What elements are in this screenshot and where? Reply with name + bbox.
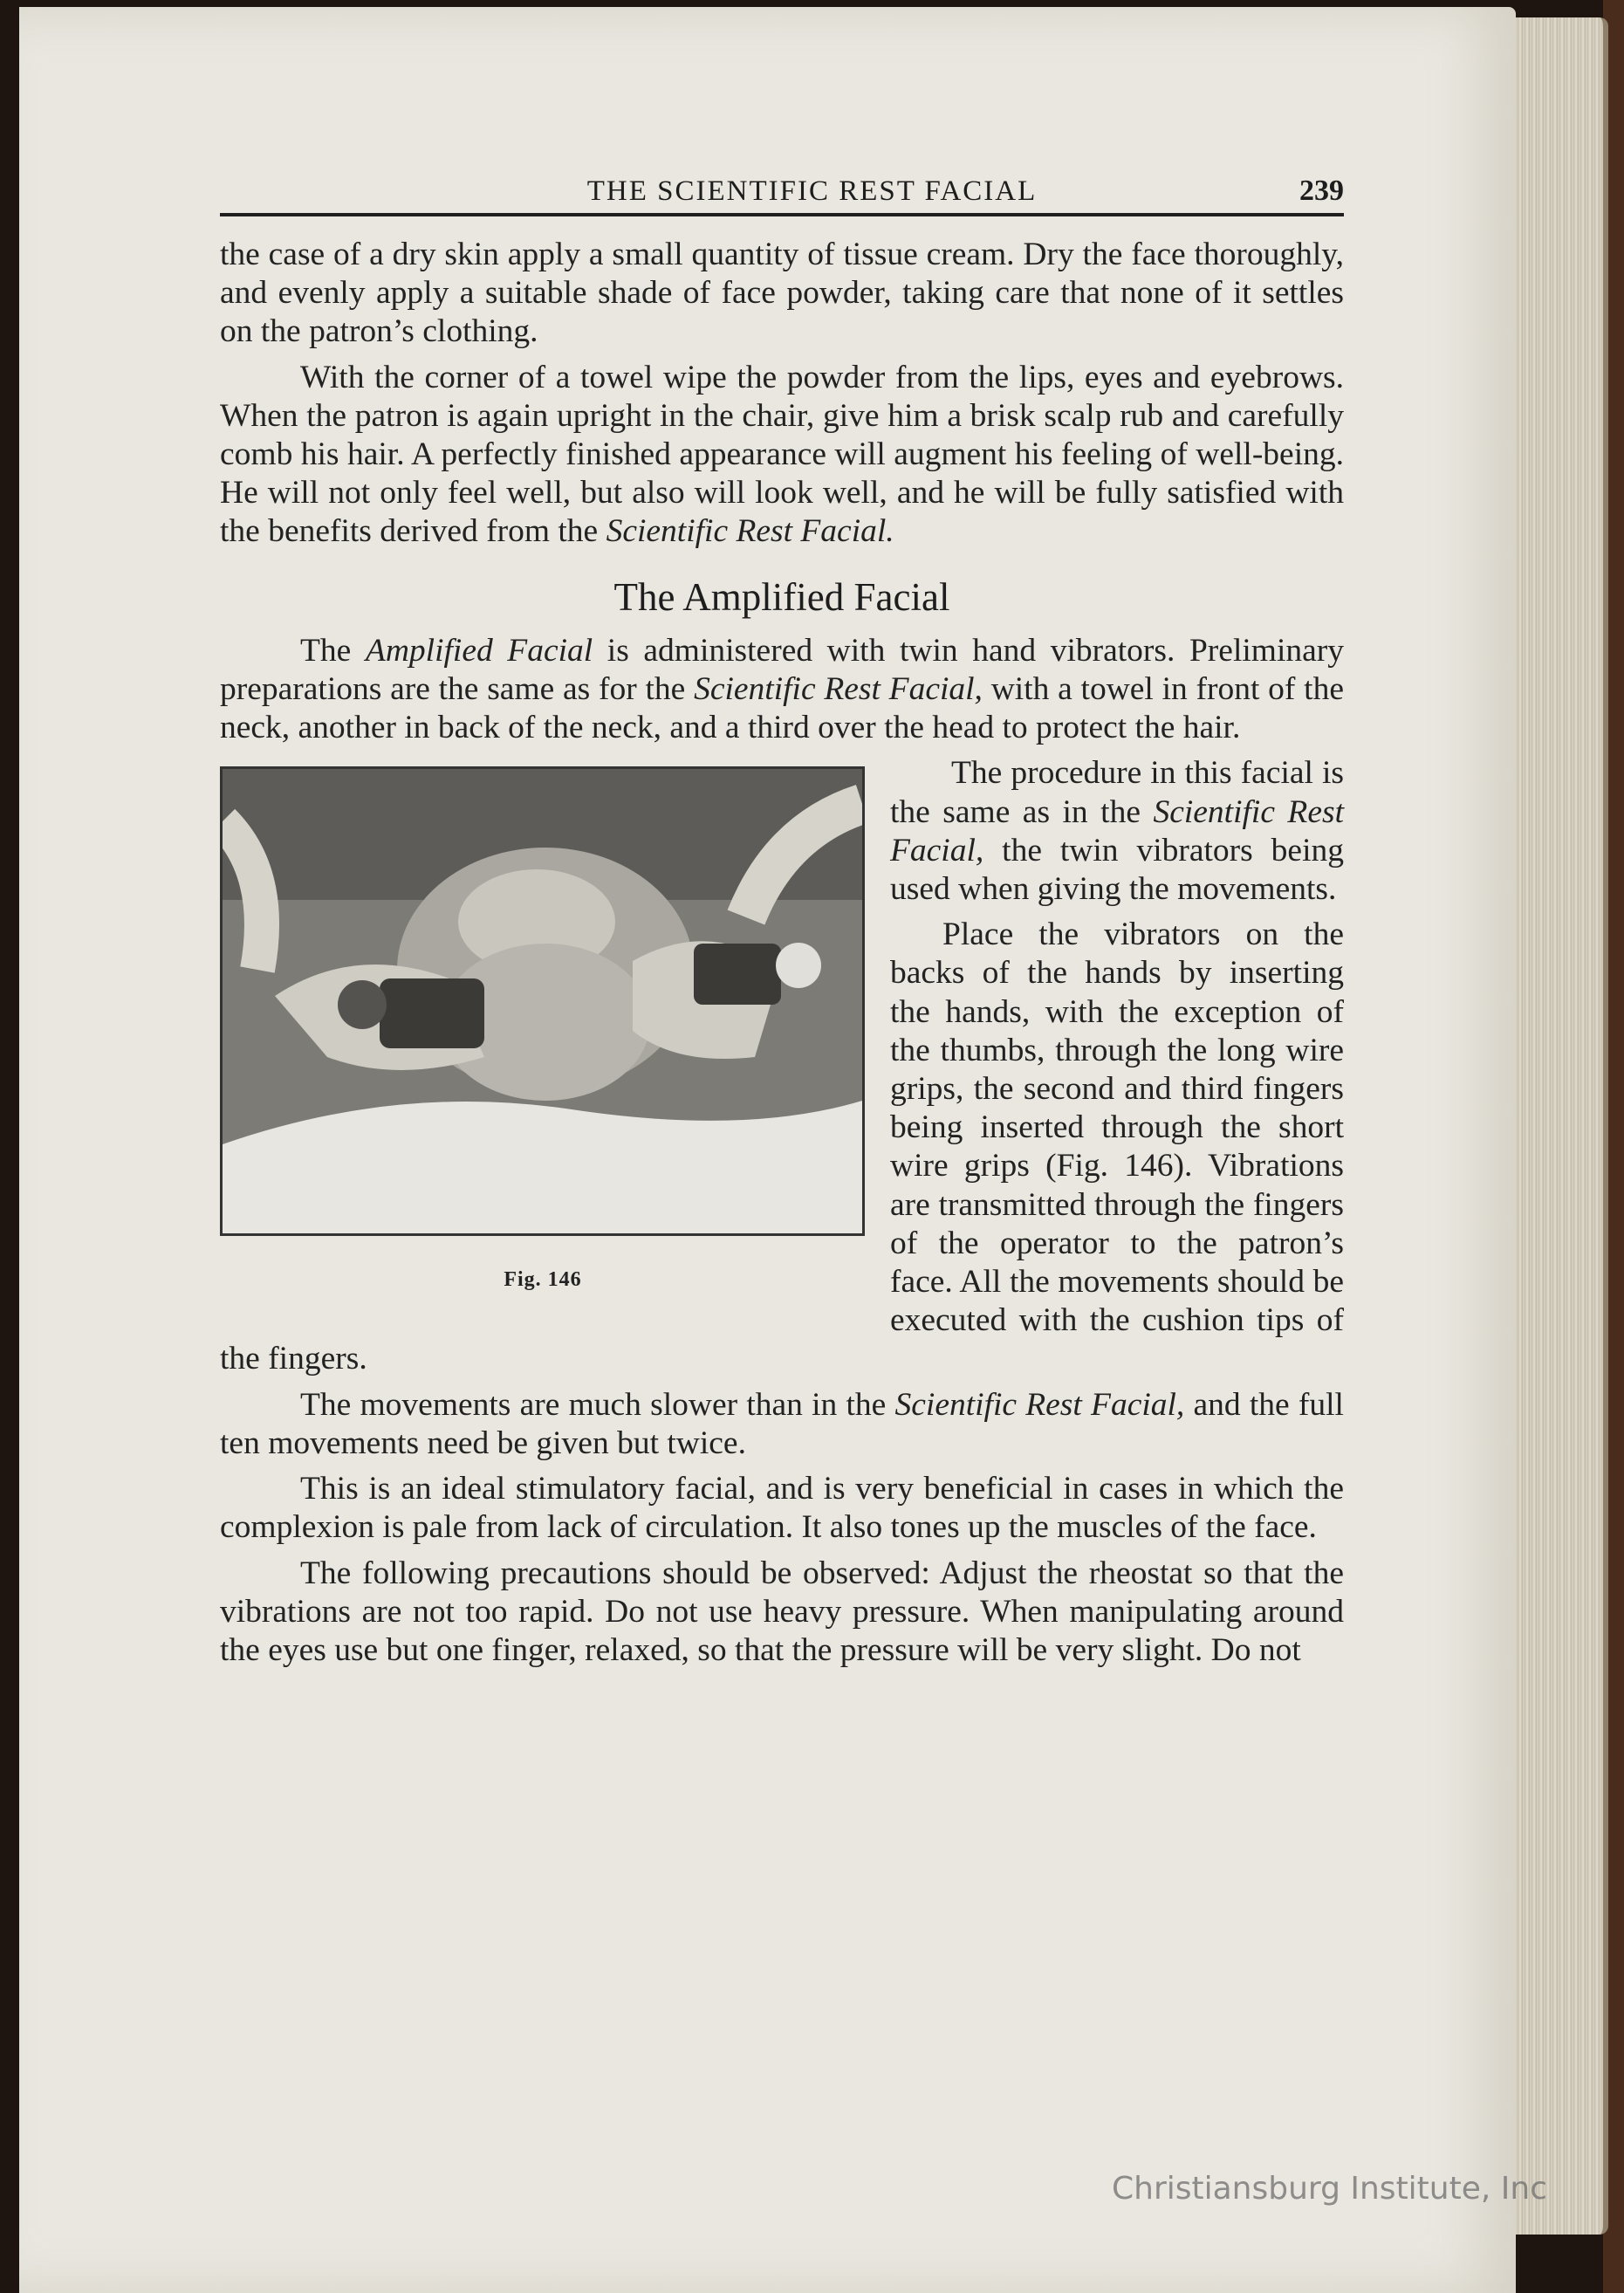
paragraph <box>220 1386 1344 1463</box>
paragraph: The following precautions should be observed: Adjust the rheostat so that the vibrations are not too rapid. Do not use heavy pressure. When manipulating around the eyes use but one finger, relaxed, so that the pressure will be very slight. Do not <box>220 1555 1344 1668</box>
paragraph-text: the twin vibrators being used when giving the movements. <box>890 832 1344 908</box>
page-number: 239 <box>1299 175 1344 207</box>
figure-photo <box>220 766 865 1236</box>
emphasis-text: Scientific Rest Facial, <box>890 793 1344 868</box>
photo-illustration <box>223 769 862 1233</box>
page-content <box>220 164 1344 1677</box>
paragraph: This is an ideal stimulatory facial, and is very beneficial in cases in which the complexion is pale from lack of circulation. It also tones up the muscles of the face. <box>220 1471 1344 1546</box>
emphasis-text: Scientific Rest Facial. <box>606 513 894 550</box>
paragraph <box>220 632 1344 748</box>
body-text <box>220 236 1344 1670</box>
paragraph-text: and the full ten movements need be given but twice. <box>220 1386 1344 1461</box>
paragraph-text: The procedure in this facial is the same as in the <box>890 755 1344 830</box>
figure-caption: Fig. 146 <box>504 1268 582 1292</box>
page-edges <box>1516 17 1608 2235</box>
emphasis-text: Scientific Rest Facial, <box>894 1386 1185 1423</box>
paragraph: the case of a dry skin apply a small quantity of tissue cream. Dry the face thoroughly, and evenly apply a suitable shade of face powder, taking care that none of it settles on the patron’s clothing. <box>220 237 1344 350</box>
book-page <box>19 7 1516 2293</box>
emphasis-text: Scientific Rest Facial, <box>694 671 983 708</box>
paragraph: Place the vibrators on the backs of the hands by inserting the hands, with the exception of the thumbs, through the long wire grips, the second and third fingers being inserted through the short wire grips (Fig. 146). Vibrations are transmitted through the fingers of the operator to the patron’s face. All the movements should be executed with the cushion tips of the fingers. <box>220 917 1344 1377</box>
section-heading: The Amplified Facial <box>613 574 950 619</box>
paragraph-text: The <box>300 632 366 669</box>
figure <box>220 766 866 1299</box>
watermark: Christiansburg Institute, Inc <box>1111 2171 1547 2207</box>
paragraph-text: is administered with twin hand vibrators. Preliminary preparations are the same as for the <box>220 632 1345 708</box>
running-header <box>220 164 1344 216</box>
paragraph-text: With the corner of a towel wipe the powder from the lips, eyes and eyebrows. When the patron is again upright in the chair, give him a brisk scalp rub and carefully comb his hair. A perfectly finished appearance will augment his feeling of well-being. He will not only feel well, but also will look well, and he will be fully satisfied with the benefits derived from the <box>220 359 1344 550</box>
paragraph-text: The movements are much slower than in the <box>300 1386 895 1423</box>
paragraph <box>220 359 1344 552</box>
emphasis-text: Amplified Facial <box>365 632 593 669</box>
paragraph-text: with a towel in front of the neck, another in back of the neck, and a third over the head to protect the hair. <box>220 671 1344 746</box>
running-title: THE SCIENTIFIC REST FACIAL <box>586 175 1038 207</box>
